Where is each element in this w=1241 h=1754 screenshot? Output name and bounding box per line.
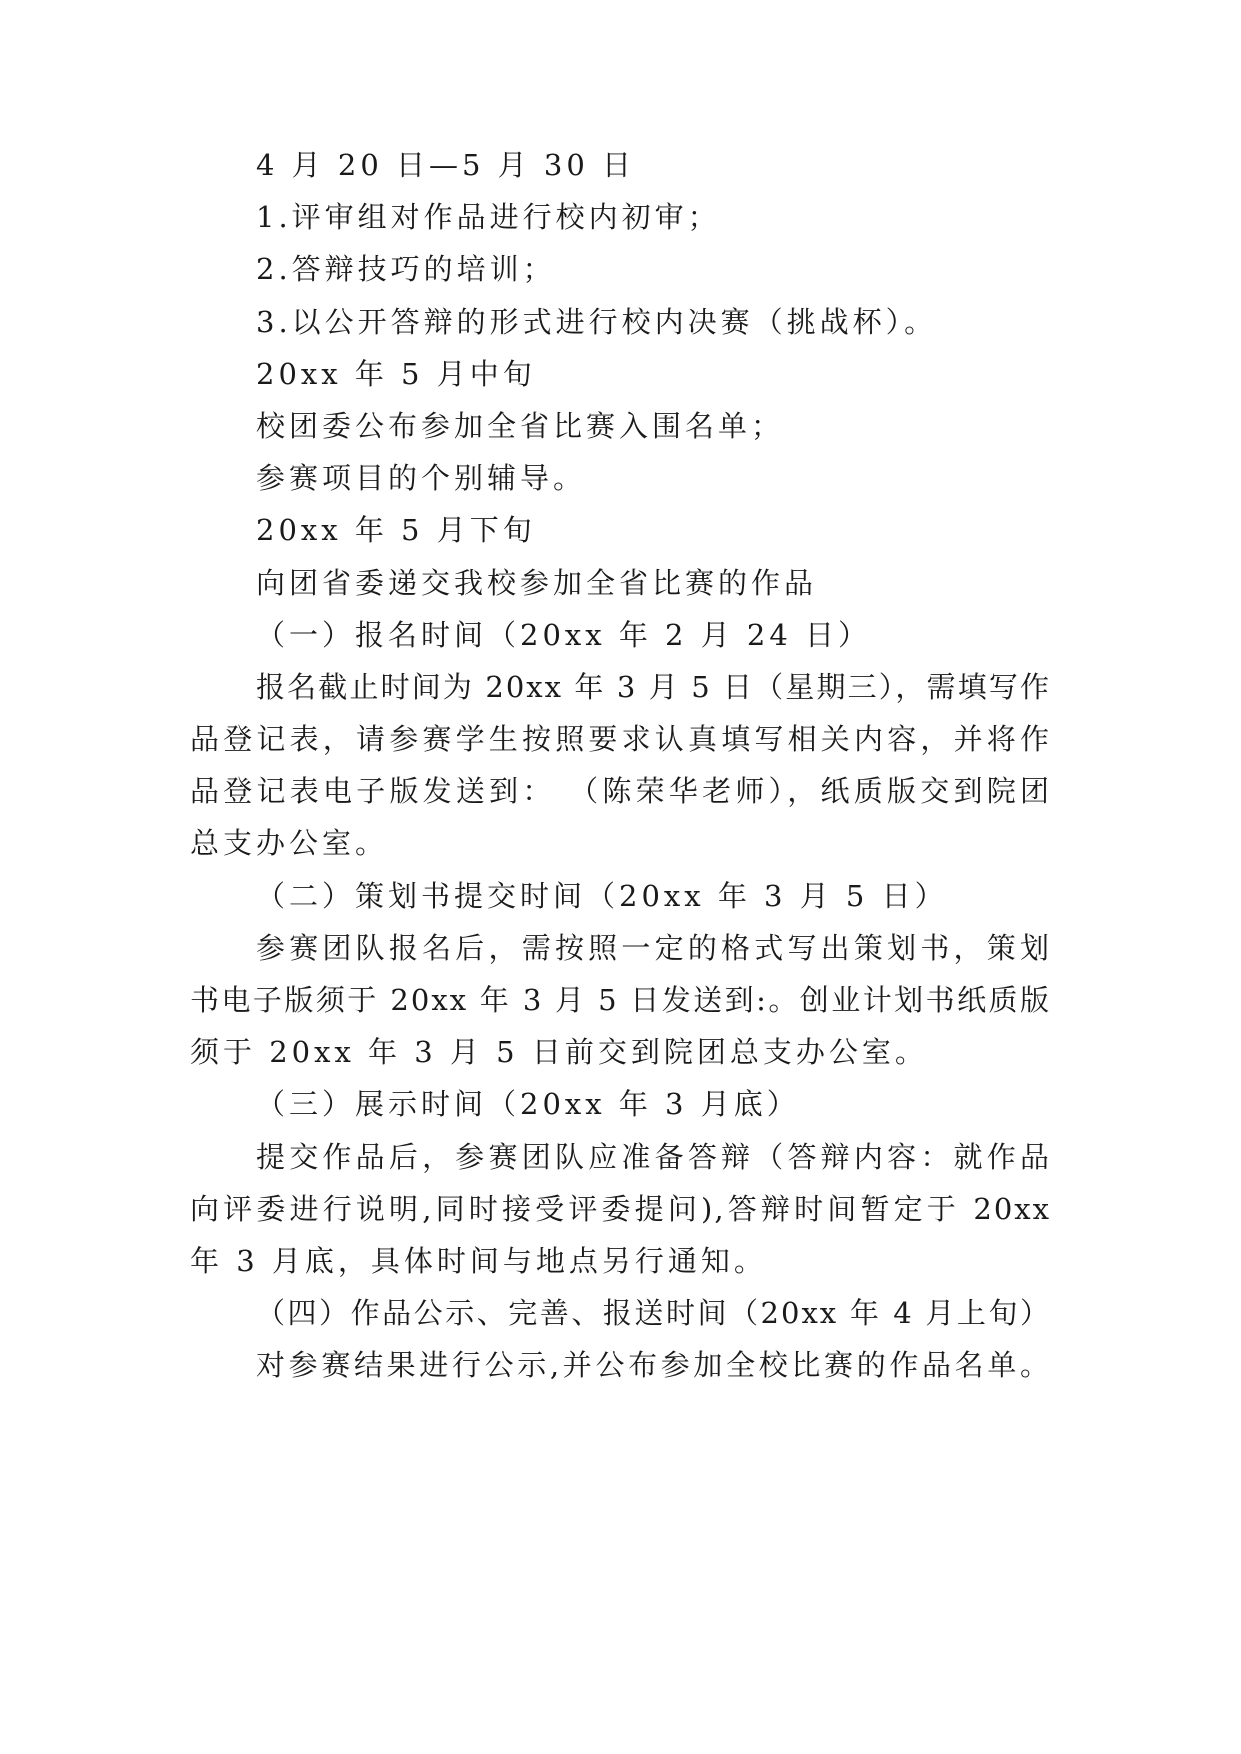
- paragraph-line: 须于 20xx 年 3 月 5 日前交到院团总支办公室。: [190, 1035, 928, 1070]
- paragraph-line: 总支办公室。: [190, 826, 389, 861]
- schedule-item: 1.评审组对作品进行校内初审；: [256, 200, 721, 235]
- schedule-date: 20xx 年 5 月中旬: [256, 356, 536, 391]
- schedule-item: 向团省委递交我校参加全省比赛的作品: [256, 565, 818, 600]
- paragraph-line: 参赛团队报名后，需按照一定的格式写出策划书，策划: [256, 930, 1051, 965]
- paragraph-line: 报名截止时间为 20xx 年 3 月 5 日（星期三），需填写作: [256, 669, 1051, 704]
- section-heading: （四）作品公示、完善、报送时间（20xx 年 4 月上旬）: [256, 1296, 1051, 1331]
- section-heading: （三）展示时间（20xx 年 3 月底）: [256, 1087, 800, 1122]
- paragraph-line: 向评委进行说明,同时接受评委提问),答辩时间暂定于 20xx: [190, 1191, 1051, 1226]
- paragraph-line: 对参赛结果进行公示,并公布参加全校比赛的作品名单。: [256, 1348, 1051, 1383]
- section-heading: （一）报名时间（20xx 年 2 月 24 日）: [256, 617, 872, 652]
- schedule-item: 校团委公布参加全省比赛入围名单；: [256, 408, 785, 443]
- paragraph-line: 提交作品后，参赛团队应准备答辩（答辩内容：就作品: [256, 1139, 1051, 1174]
- schedule-item: 2.答辩技巧的培训；: [256, 252, 556, 287]
- paragraph-line: 品登记表电子版发送到： （陈荣华老师），纸质版交到院团: [190, 774, 1051, 809]
- schedule-date: 4 月 20 日—5 月 30 日: [256, 148, 636, 182]
- section-heading: （二）策划书提交时间（20xx 年 3 月 5 日）: [256, 878, 948, 913]
- document-body: [190, 139, 1051, 1392]
- paragraph-line: 品登记表，请参赛学生按照要求认真填写相关内容，并将作: [190, 722, 1051, 757]
- paragraph-line: 年 3 月底，具体时间与地点另行通知。: [190, 1243, 767, 1278]
- schedule-item: 参赛项目的个别辅导。: [256, 461, 587, 496]
- schedule-date: 20xx 年 5 月下旬: [256, 513, 536, 548]
- paragraph-line: 书电子版须于 20xx 年 3 月 5 日发送到:。创业计划书纸质版: [190, 983, 1051, 1017]
- schedule-item: 3.以公开答辩的形式进行校内决赛（挑战杯）。: [256, 304, 938, 339]
